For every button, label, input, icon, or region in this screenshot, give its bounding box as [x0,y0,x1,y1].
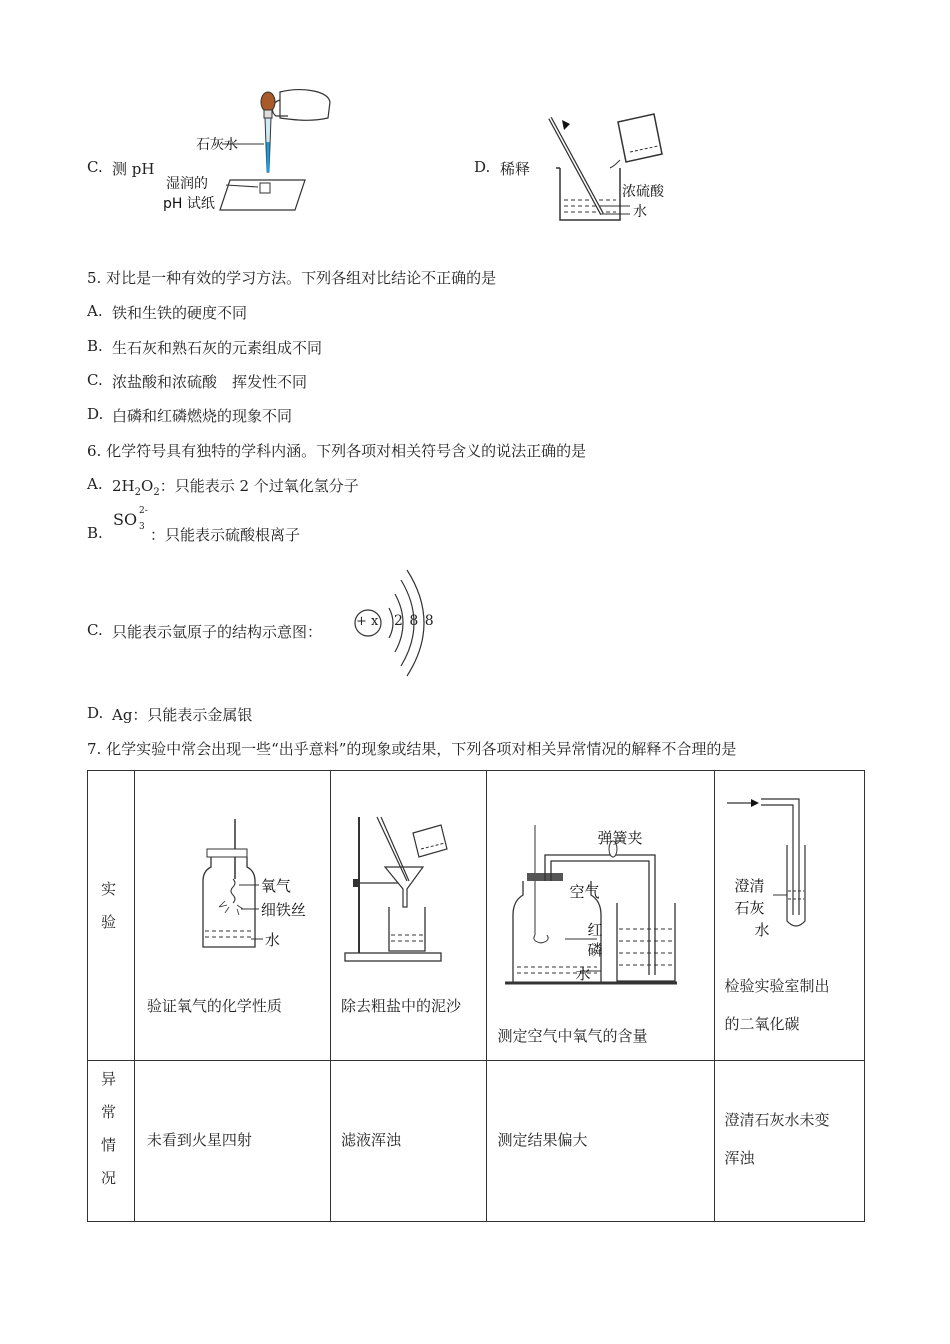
q4-option-d-text: 稀释 [500,160,531,178]
exp-air-oxygen-caption: 测定空气中氧气的含量 [497,1027,648,1045]
air-label: 空气 [569,883,600,901]
q5-option-c-label: C. [87,371,103,389]
argon-nucleus-label: + x [356,614,379,629]
co2-limewater-label-3: 水 [754,921,770,939]
row-header-experiment-text: 实验 [99,881,117,947]
q6-option-c-label: C. [87,621,103,639]
dilution-figure [540,110,680,230]
co2-limewater-label-2: 石灰 [734,899,765,917]
abnormal-air-oxygen-cell [487,1061,714,1222]
q5-option-a-text: 铁和生铁的硬度不同 [112,304,248,322]
air-water-label: 水 [575,965,591,983]
q6-option-c-text: 只能表示氩原子的结构示意图： [112,623,323,641]
q6-a-formula-part2: O [141,477,154,495]
ph-paper-label-1: 湿润的 [166,176,208,192]
q5-stem: 5. 对比是一种有效的学习方法。下列各组对比结论不正确的是 [87,269,497,287]
q6-b-symbol: SO [113,510,138,529]
exp-oxygen-caption: 验证氧气的化学性质 [146,997,282,1015]
ph-limewater-label: 石灰水 [196,137,238,153]
q4-option-c-text: 测 pH [112,160,155,178]
q7-stem: 7. 化学实验中常会出现一些“出乎意料”的现象或结果，下列各项对相关异常情况的解释不合理的是 [87,740,737,758]
q5-option-d-label: D. [87,405,104,423]
q4-option-d-label: D. [474,158,491,176]
q6-stem: 6. 化学符号具有独特的学科内涵。下列各项对相关符号含义的说法正确的是 [87,442,587,460]
q5-option-b-text: 生石灰和熟石灰的元素组成不同 [112,339,323,357]
ph-paper-label-2: pH 试纸 [163,196,215,212]
q6-a-formula-sub1: 2 [134,487,141,498]
filtration-figure [343,815,453,965]
q6-option-a-label: A. [87,475,103,493]
dilution-water-label: 水 [633,204,647,220]
abnormal-oxygen-text: 未看到火星四射 [146,1131,252,1149]
exp-filtration-caption: 除去粗盐中的泥沙 [341,997,462,1015]
abnormal-oxygen-cell [134,1061,330,1222]
q6-a-text: ：只能表示 2 个过氧化氢分子 [159,477,359,495]
exp-co2-caption-2: 的二氧化碳 [724,1015,800,1033]
exp-oxygen-cell [134,771,330,1061]
q6-a-formula-part1: 2H [112,477,135,495]
row-header-experiment [88,771,135,1061]
q5-option-c-text: 浓盐酸和浓硫酸 挥发性不同 [112,373,308,391]
q6-option-d-text: Ag：只能表示金属银 [112,706,253,724]
abnormal-air-oxygen-text: 测定结果偏大 [497,1131,588,1149]
row-header-abnormal [88,1061,135,1222]
co2-limewater-label-1: 澄清 [734,877,765,895]
abnormal-co2-text-1: 澄清石灰水未变 [724,1111,830,1129]
q6-b-text: ：只能表示硫酸根离子 [150,526,301,544]
spring-clamp-label: 弹簧夹 [597,829,643,847]
q4-option-c-label: C. [87,158,103,176]
q6-option-d-label: D. [87,704,104,722]
abnormal-filtration-cell [331,1061,487,1222]
exp-air-oxygen-cell [487,771,714,1061]
row-header-abnormal-text: 异常情况 [99,1071,117,1203]
iron-wire-label: 细铁丝 [260,901,306,919]
abnormal-filtration-text: 滤液浑浊 [341,1131,402,1149]
q7-table [87,770,865,1222]
exp-co2-cell [714,771,864,1061]
air-oxygen-figure [505,825,705,995]
abnormal-co2-text-2: 浑浊 [724,1149,755,1167]
red-phosphorus-label-1: 红 [587,921,603,939]
q6-a-formula-sub2: 2 [153,487,160,498]
q6-b-sub: 3 [139,522,145,532]
oxygen-water-label: 水 [264,931,280,949]
oxygen-label: 氧气 [260,877,291,895]
argon-shells-label: 2 8 8 [394,613,435,629]
dilution-acid-label: 浓硫酸 [622,184,664,200]
abnormal-co2-cell [714,1061,864,1222]
q5-option-a-label: A. [87,302,103,320]
q5-option-d-text: 白磷和红磷燃烧的现象不同 [112,407,293,425]
exp-co2-caption-1: 检验实验室制出 [724,977,830,995]
q6-option-a [112,475,359,498]
exp-filtration-cell [331,771,487,1061]
q6-option-b-label: B. [87,524,103,542]
q6-b-sup: 2- [139,506,148,516]
red-phosphorus-label-2: 磷 [587,941,603,959]
q5-option-b-label: B. [87,337,103,355]
